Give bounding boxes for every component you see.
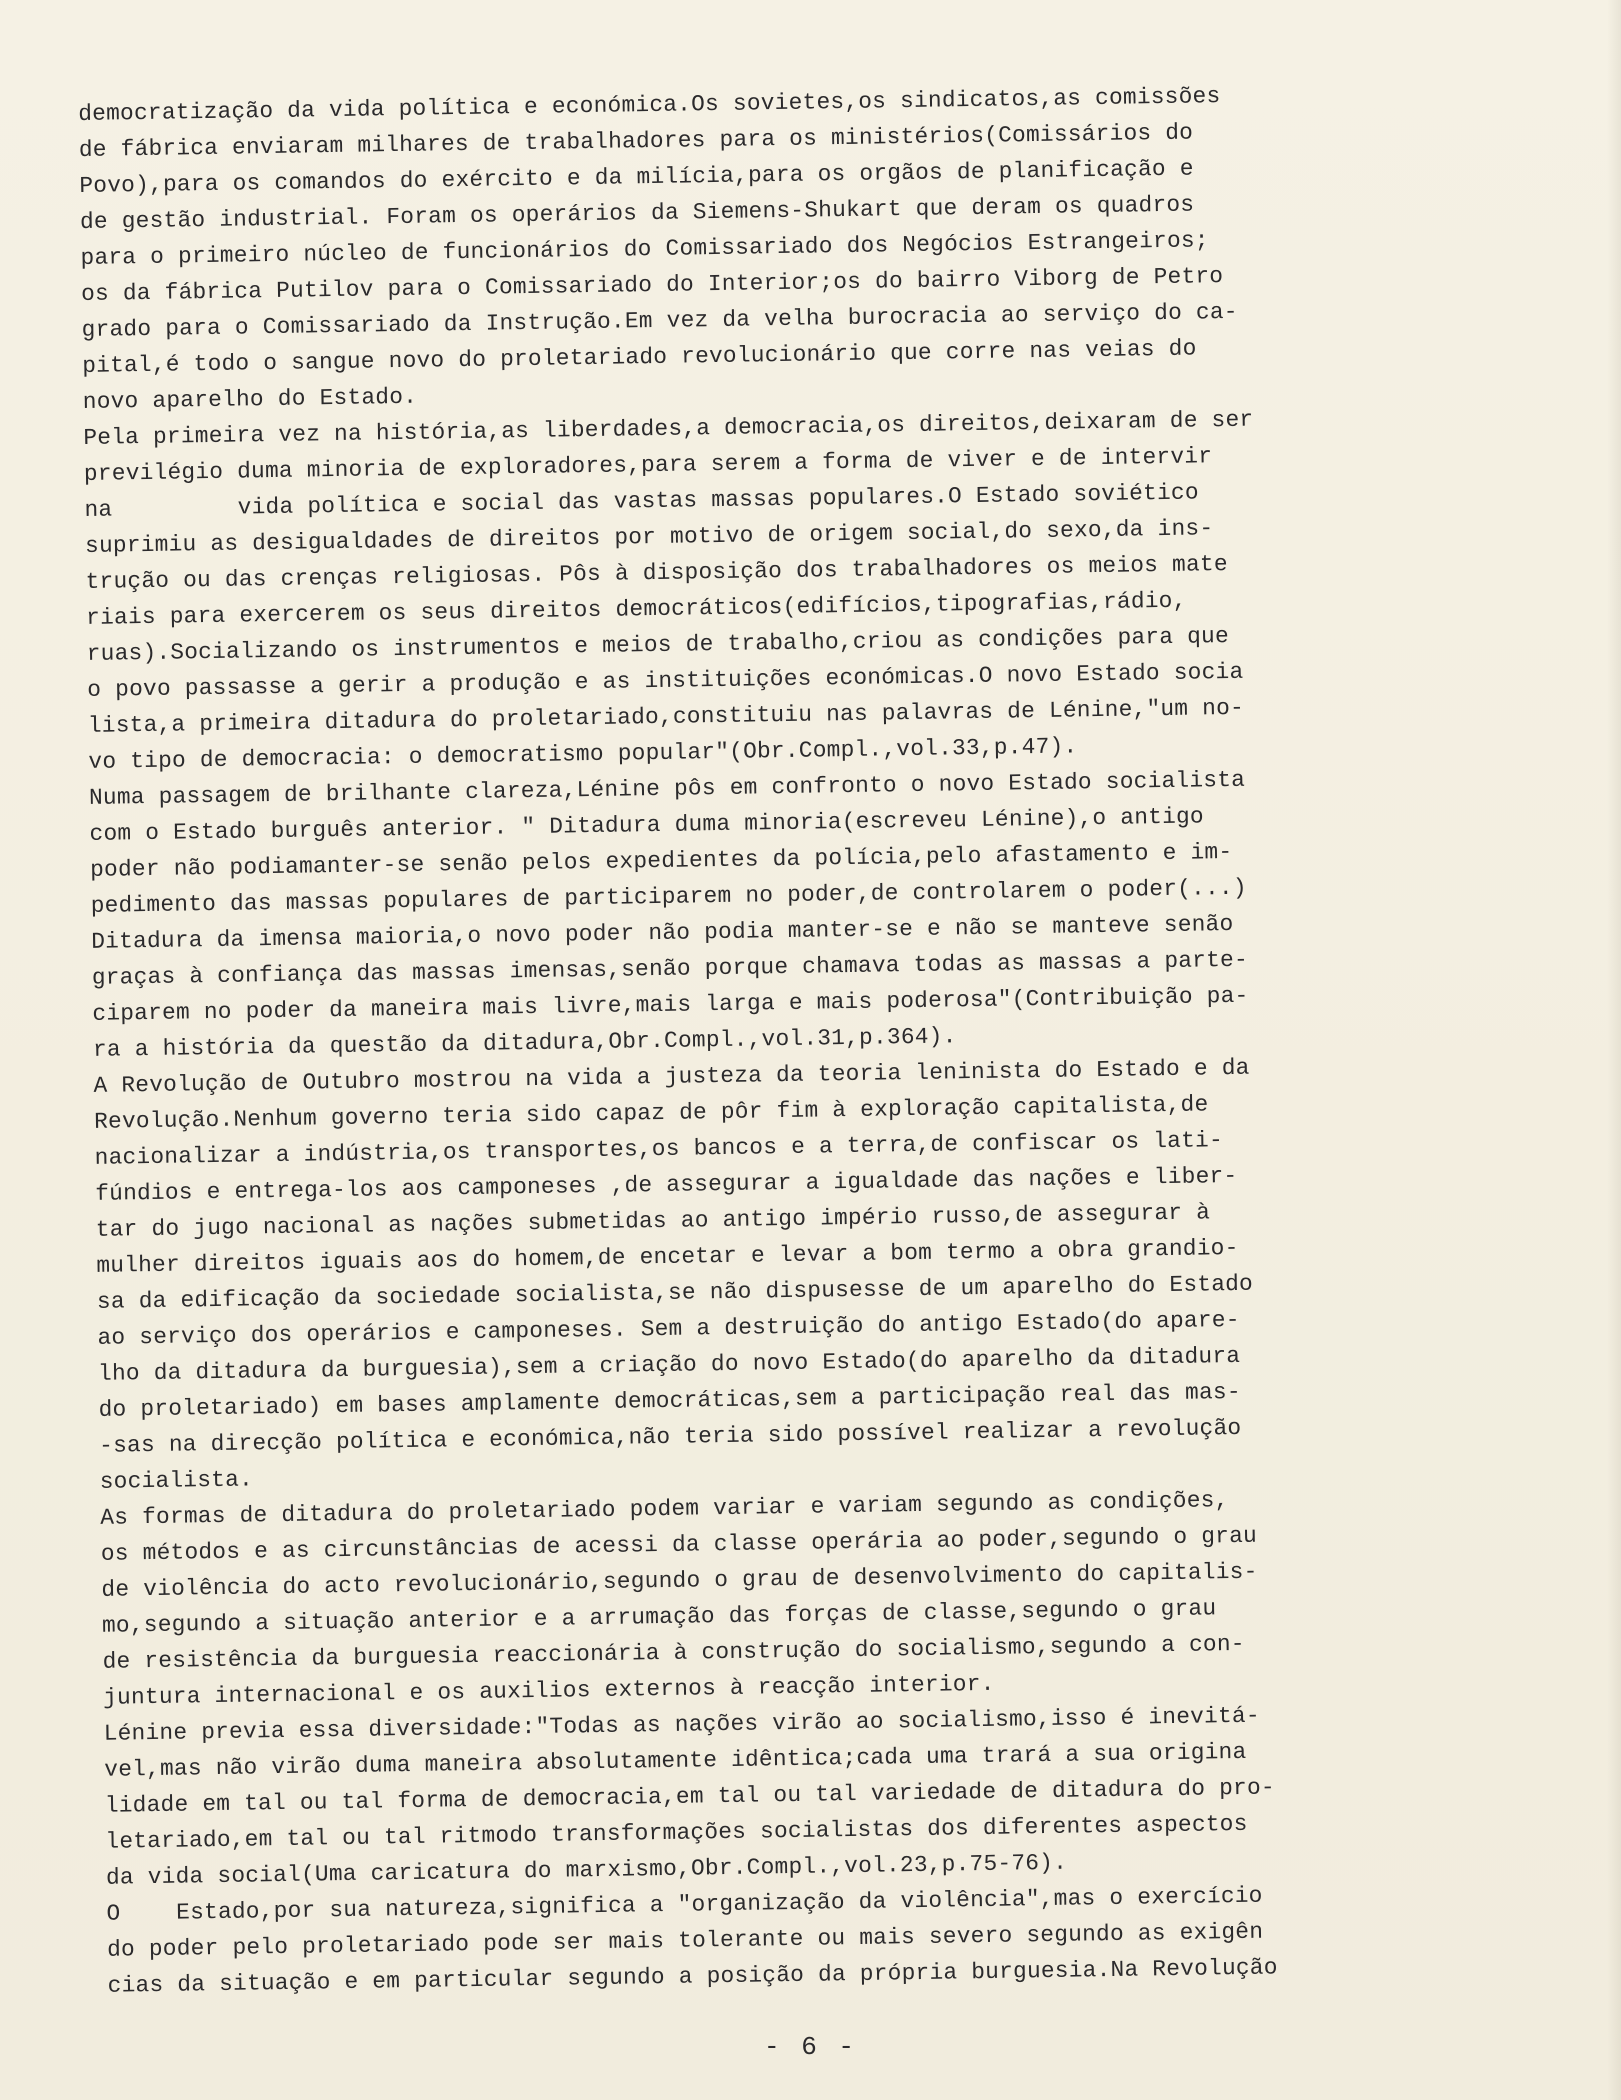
text-line: poder não podiamanter-se senão pelos expedientes da polícia,pelo afastamento e im- (89, 838, 1233, 883)
text-line: na vida política e social das vastas massas populares.O Estado soviético (84, 479, 1200, 523)
text-line: mo,segundo a situação anterior e a arrumação das forças de classe,segundo o grau (101, 1595, 1217, 1639)
text-line: democratização da vida política e económica.Os sovietes,os sindicatos,as comissões (78, 83, 1221, 127)
text-line: Pela primeira vez na história,as liberdades,a democracia,os direitos,deixaram de ser (83, 406, 1254, 451)
text-line: lista,a primeira ditadura do proletariado,constituiu nas palavras de Lénine,"um no- (87, 694, 1245, 739)
paper-edge-shadow (1607, 0, 1621, 2100)
text-line: para o primeiro núcleo de funcionários do Comissariado dos Negócios Estrangeiros; (80, 227, 1209, 271)
text-line: fúndios e entrega-los aos camponeses ,de assegurar a igualdade das nações e liber- (95, 1162, 1238, 1207)
text-line: novo aparelho do Estado. (82, 383, 418, 415)
text-line: de resistência da burguesia reaccionária à construção do socialismo,segundo a con- (102, 1630, 1245, 1675)
text-line: A Revolução de Outubro mostrou na vida a justeza da teoria leninista do Estado e da (93, 1054, 1250, 1099)
text-line: ruas).Socializando os instrumentos e meios de trabalho,criou as condições para que (86, 622, 1230, 667)
text-line: pedimento das massas populares de participarem no poder,de controlarem o poder(...) (90, 874, 1248, 919)
text-line: de fábrica enviaram milhares de trabalhadores para os ministérios(Comissários do (78, 119, 1194, 163)
text-line: grado para o Comissariado da Instrução.Em vez da velha burocracia ao serviço do ca- (81, 298, 1238, 343)
text-line: juntura internacional e os auxilios externos à reacção interior. (102, 1670, 995, 1711)
text-line: com o Estado burguês anterior. " Ditadura duma minoria(escreveu Lénine),o antigo (89, 803, 1205, 847)
text-line: de violência do acto revolucionário,segundo o grau de desenvolvimento do capitalis- (101, 1558, 1258, 1603)
text-line: Numa passagem de brilhante clareza,Lénine pôs em confronto o novo Estado socialista (88, 766, 1246, 811)
text-line: Ditadura da imensa maioria,o novo poder não podia manter-se e não se manteve senão (91, 910, 1234, 955)
text-line: -sas na direcção política e económica,não teria sido possível realizar a revolução (99, 1414, 1242, 1459)
text-line: Revolução.Nenhum governo teria sido capaz de pôr fim à exploração capitalista,de (93, 1091, 1209, 1135)
text-line: vel,mas não virão duma maneira absolutamente idêntica;cada uma trará a sua origina (104, 1738, 1247, 1783)
text-line: do proletariado) em bases amplamente democráticas,sem a participação real das mas- (98, 1378, 1241, 1423)
text-line: os métodos e as circunstâncias de acessi da classe operária ao poder,segundo o grau (100, 1522, 1258, 1567)
text-line: nacionalizar a indústria,os transportes,os bancos e a terra,de confiscar os lati- (94, 1127, 1224, 1171)
text-line: sa da edificação da sociedade socialista,se não dispusesse de um aparelho do Estado (96, 1270, 1254, 1315)
text-line: suprimiu as desigualdades de direitos por motivo de origem social,do sexo,da ins- (84, 515, 1214, 559)
text-line: riais para exercerem os seus direitos democráticos(edifícios,tipografias,rádio, (85, 587, 1187, 631)
text-line: da vida social(Uma caricatura do marxismo,Obr.Compl.,vol.23,p.75-76). (105, 1849, 1068, 1891)
text-line: graças à confiança das massas imensas,senão porque chamava todas as massas a parte- (91, 946, 1249, 991)
text-line: previlégio duma minoria de exploradores,para serem a forma de viver e de intervir (83, 443, 1213, 487)
text-line: As formas de ditadura do proletariado podem variar e variam segundo as condições, (100, 1487, 1229, 1531)
text-line: O Estado,por sua natureza,significa a "organização da violência",mas o exercício (106, 1882, 1263, 1927)
text-line: mulher direitos iguais aos do homem,de encetar e levar a bom termo a obra grandio- (96, 1234, 1239, 1279)
text-line: lho da ditadura da burguesia),sem a criação do novo Estado(do aparelho da ditadura (97, 1342, 1241, 1387)
text-line: ciparem no poder da maneira mais livre,mais larga e mais poderosa"(Contribuição pa- (92, 982, 1249, 1027)
text-line: ao serviço dos operários e camponeses. Sem a destruição do antigo Estado(do apare- (97, 1306, 1240, 1351)
text-line: Lénine previa essa diversidade:"Todas as nações virão ao socialismo,isso é inevitá- (103, 1702, 1261, 1747)
text-line: vo tipo de democracia: o democratismo popular"(Obr.Compl.,vol.33,p.47). (88, 733, 1078, 775)
text-line: os da fábrica Putilov para o Comissariado do Interior;os do bairro Viborg de Petro (80, 263, 1224, 307)
page-number: - 6 - (763, 2032, 857, 2062)
text-line: ra a história da questão da ditadura,Obr.Compl.,vol.31,p.364). (92, 1023, 957, 1063)
text-line: cias da situação e em particular segundo a posição da própria burguesia.Na Revolução (107, 1954, 1278, 1999)
text-line: letariado,em tal ou tal ritmodo transformações socialistas dos diferentes aspectos (105, 1810, 1248, 1855)
text-line: tar do jugo nacional as nações submetidas ao antigo império russo,de assegurar à (95, 1199, 1211, 1243)
text-line: de gestão industrial. Foram os operários da Siemens-Shukart que deram os quadros (79, 191, 1195, 235)
text-line: o povo passasse a gerir a produção e as instituições económicas.O novo Estado socia (87, 658, 1244, 703)
text-line: Povo),para os comandos do exército e da milícia,para os orgãos de planificação e (79, 155, 1194, 199)
text-line: pital,é todo o sangue novo do proletariado revolucionário que corre nas veias do (82, 335, 1197, 379)
text-line: lidade em tal ou tal forma de democracia,em tal ou tal variedade de ditadura do pro- (104, 1774, 1276, 1819)
body-text (78, 75, 1448, 2004)
text-line: socialista. (99, 1466, 254, 1495)
text-line: trução ou das crenças religiosas. Pôs à disposição dos trabalhadores os meios mate (85, 550, 1228, 595)
text-line: do poder pelo proletariado pode ser mais tolerante ou mais severo segundo as exigên (106, 1918, 1264, 1963)
